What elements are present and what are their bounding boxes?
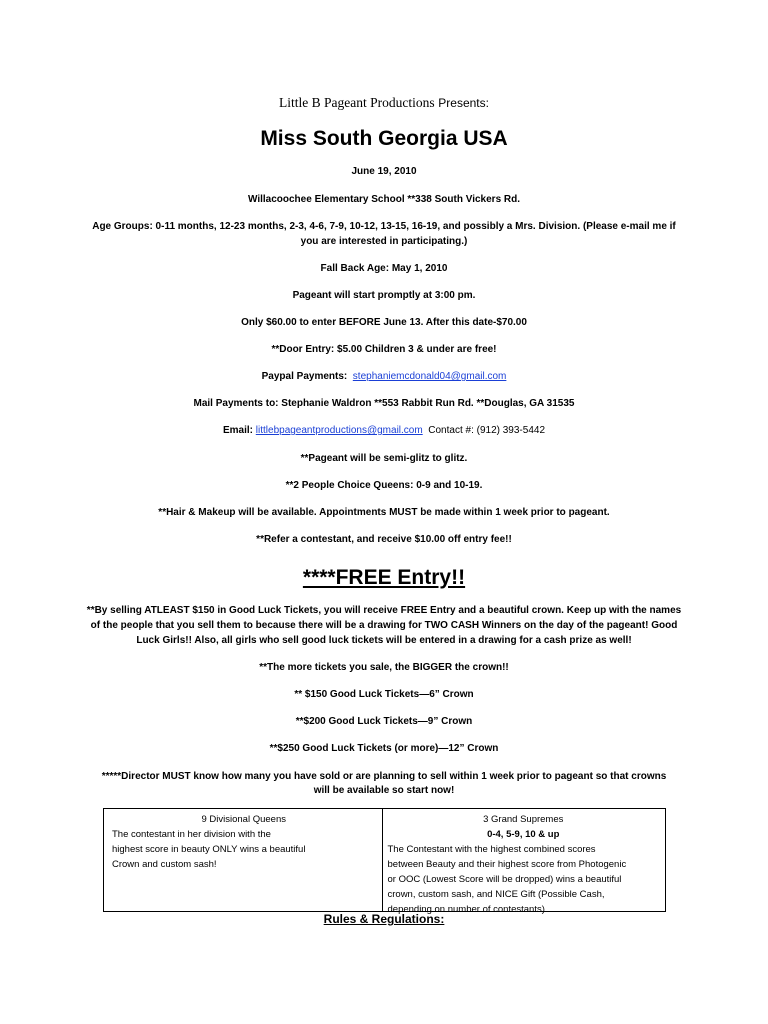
- bigger-crown-note: **The more tickets you sale, the BIGGER the crown!!: [259, 662, 509, 673]
- email-address-link[interactable]: littlebpageantproductions@gmail.com: [255, 425, 423, 436]
- grand-supremes-heading: 3 Grand Supremes: [483, 814, 564, 825]
- fall-back-age: Fall Back Age: May 1, 2010: [320, 263, 448, 274]
- director-note-line1: *****Director MUST know how many you have sold or are planning to sell within 1 week prior to pageant so that crowns: [101, 771, 667, 782]
- director-note-line2: will be available so start now!: [313, 785, 455, 796]
- entry-fee: Only $60.00 to enter BEFORE June 13. After this date-$70.00: [241, 317, 527, 328]
- free-entry-para-line1: **By selling ATLEAST $150 in Good Luck Tickets, you will receive FREE Entry and a beautiful crown. Keep up with the names: [86, 605, 682, 616]
- page-title: Miss South Georgia USA: [260, 127, 508, 150]
- peoples-choice-note: **2 People Choice Queens: 0-9 and 10-19.: [285, 480, 483, 491]
- grand-supremes-line1: The Contestant with the highest combined scores: [387, 844, 596, 855]
- rules-heading: Rules & Regulations:: [323, 912, 445, 926]
- door-entry: **Door Entry: $5.00 Children 3 & under are free!: [271, 344, 497, 355]
- email-label: Email:: [222, 425, 253, 436]
- age-groups-line2: you are interested in participating.): [300, 236, 468, 247]
- paypal-email-link[interactable]: stephaniemcdonald04@gmail.com: [352, 371, 507, 382]
- free-entry-para-line3: Luck Girls!! Also, all girls who sell good luck tickets will be entered in a drawing for a cash prize as well!: [136, 635, 632, 646]
- crown-tier-150: ** $150 Good Luck Tickets—6” Crown: [294, 689, 474, 700]
- grand-supremes-ages: 0-4, 5-9, 10 & up: [487, 829, 560, 840]
- paypal-line: [0, 370, 768, 384]
- divisional-queens-line3: Crown and custom sash!: [112, 859, 217, 870]
- grand-supremes-line5: depending on number of contestants).: [387, 904, 548, 915]
- divisional-queens-cell: [104, 809, 383, 911]
- mail-payments: Mail Payments to: Stephanie Waldron **553 Rabbit Run Rd. **Douglas, GA 31535: [193, 398, 575, 409]
- paypal-label: Paypal Payments:: [261, 371, 348, 382]
- contact-number: Contact #: (912) 393-5442: [428, 425, 546, 436]
- grand-supremes-cell: [383, 809, 666, 915]
- event-date: June 19, 2010: [351, 166, 417, 177]
- refer-note: **Refer a contestant, and receive $10.00 off entry fee!!: [256, 534, 512, 545]
- divisional-queens-heading: 9 Divisional Queens: [201, 814, 286, 825]
- email-line: [0, 424, 768, 438]
- crown-tier-250: **$250 Good Luck Tickets (or more)—12” Crown: [269, 743, 499, 754]
- grand-supremes-line2: between Beauty and their highest score from Photogenic: [387, 859, 627, 870]
- company-name: Little B Pageant Productions: [279, 95, 435, 110]
- awards-table: [103, 808, 666, 915]
- crown-tier-200: **$200 Good Luck Tickets—9” Crown: [295, 716, 473, 727]
- presents-word: Presents:: [438, 96, 489, 110]
- hair-makeup-note: **Hair & Makeup will be available. Appointments MUST be made within 1 week prior to pageant.: [158, 507, 610, 518]
- grand-supremes-line4: crown, custom sash, and NICE Gift (Possible Cash,: [387, 889, 605, 900]
- event-venue: Willacoochee Elementary School **338 South Vickers Rd.: [247, 194, 521, 205]
- age-groups-line1: Age Groups: 0-11 months, 12-23 months, 2-3, 4-6, 7-9, 10-12, 13-15, 16-19, and possibly a Mrs. Division. (Please e-mail me if: [92, 221, 676, 232]
- glitz-note: **Pageant will be semi-glitz to glitz.: [300, 453, 468, 464]
- start-time: Pageant will start promptly at 3:00 pm.: [292, 290, 476, 301]
- divisional-queens-line1: The contestant in her division with the: [112, 829, 271, 840]
- grand-supremes-line3: or OOC (Lowest Score will be dropped) wins a beautiful: [387, 874, 622, 885]
- free-entry-heading: ****FREE Entry!!: [302, 566, 466, 589]
- presents-line: [0, 95, 768, 111]
- free-entry-para-line2: of the people that you sell them to because there will be a drawing for TWO CASH Winners on the day of the pageant! Good: [90, 620, 678, 631]
- divisional-queens-line2: highest score in beauty ONLY wins a beautiful: [112, 844, 306, 855]
